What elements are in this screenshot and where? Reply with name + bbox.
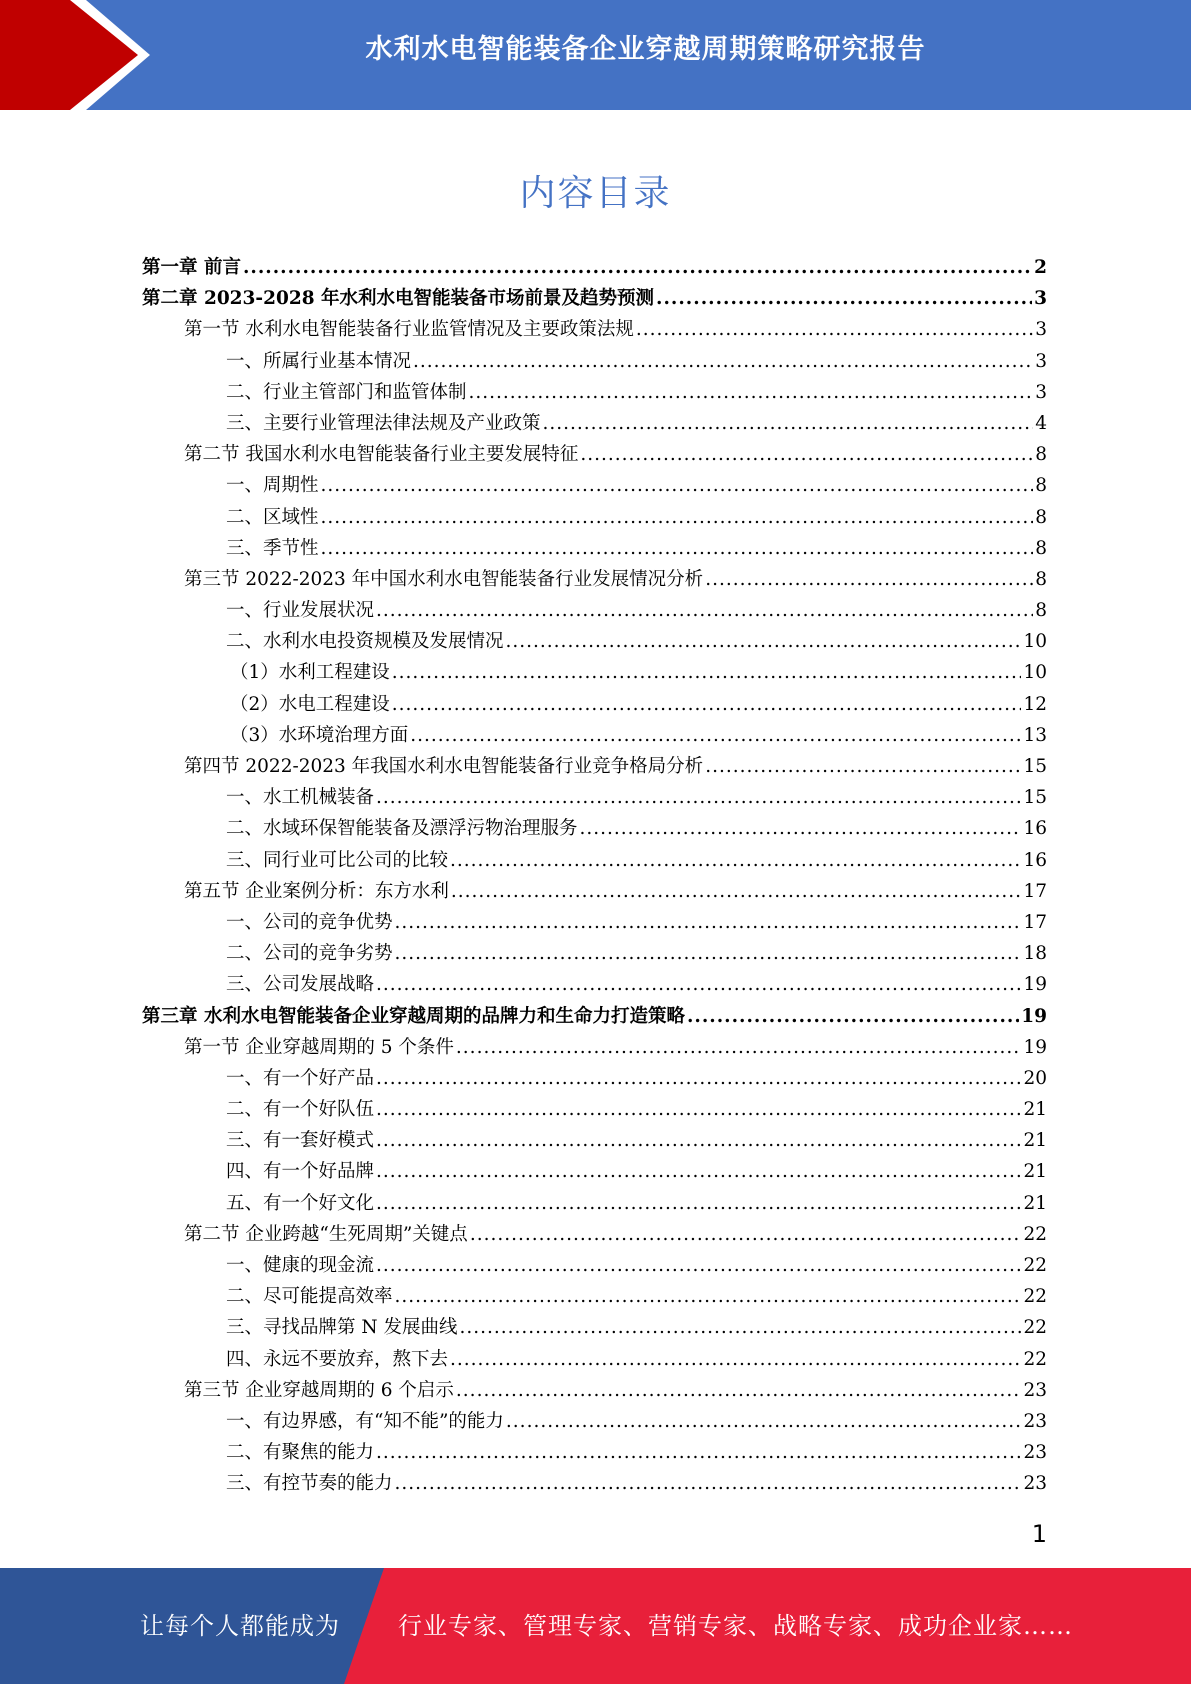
toc-entry[interactable] [142, 1189, 1047, 1220]
toc-entry[interactable] [142, 783, 1047, 814]
footer-band [0, 1568, 1191, 1684]
toc-dot-leader [506, 1411, 1022, 1432]
toc-entry[interactable] [142, 721, 1047, 752]
toc-entry-title: 三、有控节奏的能力 [226, 1473, 393, 1495]
toc-dot-leader [413, 351, 1033, 372]
toc-dot-leader [687, 1006, 1019, 1027]
toc-entry-title: 二、水域环保智能装备及漂浮污物治理服务 [226, 818, 578, 840]
toc-entry[interactable] [142, 814, 1047, 845]
toc-entry[interactable] [142, 1313, 1047, 1344]
toc-dot-leader [506, 631, 1022, 652]
toc-entry-title: 二、有一个好队伍 [226, 1099, 375, 1121]
toc-entry[interactable] [142, 1469, 1047, 1500]
toc-dot-leader [376, 600, 1033, 621]
toc-dot-leader [395, 912, 1022, 933]
toc-entry-page: 19 [1021, 1005, 1047, 1027]
toc-entry-title: 第二节 企业跨越“生死周期”关键点 [184, 1223, 468, 1245]
toc-dot-leader [376, 1130, 1021, 1151]
toc-entry-page: 21 [1023, 1161, 1047, 1183]
toc-entry-page: 22 [1023, 1223, 1047, 1245]
toc-entry-title: 三、同行业可比公司的比较 [226, 849, 449, 871]
toc-entry-page: 3 [1034, 288, 1047, 310]
toc-entry-title: 第三节 2022-2023 年中国水利水电智能装备行业发展情况分析 [184, 568, 704, 590]
toc-entry-title: 三、主要行业管理法律法规及产业政策 [226, 412, 541, 434]
toc-entry-title: （2）水电工程建设 [230, 693, 390, 715]
toc-entry-page: 3 [1035, 319, 1047, 341]
toc-entry-title: 一、所属行业基本情况 [226, 350, 412, 372]
toc-entry[interactable] [142, 846, 1047, 877]
toc-entry[interactable] [142, 503, 1047, 534]
toc-entry-page: 23 [1023, 1473, 1047, 1495]
toc-entry[interactable] [142, 1345, 1047, 1376]
toc-entry-title: 第三节 企业穿越周期的 6 个启示 [184, 1379, 454, 1401]
toc-dot-leader [392, 694, 1022, 715]
toc-dot-leader [543, 413, 1034, 434]
toc-entry-page: 17 [1023, 880, 1047, 902]
toc-entry-title: 四、有一个好品牌 [226, 1161, 375, 1183]
toc-entry-title: 一、水工机械装备 [226, 787, 375, 809]
toc-entry-page: 17 [1023, 911, 1047, 933]
toc-entry-page: 21 [1023, 1099, 1047, 1121]
toc-entry-page: 22 [1023, 1348, 1047, 1370]
toc-entry-page: 2 [1034, 257, 1047, 278]
toc-dot-leader [376, 1193, 1021, 1214]
toc-entry-page: 21 [1023, 1130, 1047, 1152]
toc-dot-leader [243, 257, 1032, 278]
toc-dot-leader [636, 319, 1033, 340]
toc-entry-title: 二、行业主管部门和监管体制 [226, 381, 467, 403]
toc-dot-leader [321, 475, 1034, 496]
toc-dot-leader [580, 444, 1033, 465]
toc-entry[interactable] [142, 471, 1047, 502]
toc-entry-title: 一、有边界感，有“知不能”的能力 [226, 1410, 504, 1432]
toc-entry-page: 8 [1035, 537, 1047, 559]
toc-entry[interactable] [142, 284, 1047, 315]
toc-entry-page: 21 [1023, 1192, 1047, 1214]
toc-entry-title: 第五节 企业案例分析：东方水利 [184, 880, 449, 902]
toc-entry-page: 23 [1023, 1410, 1047, 1432]
toc-entry-title: 一、有一个好产品 [226, 1067, 375, 1089]
toc-entry[interactable] [142, 1002, 1047, 1033]
toc-dot-leader [456, 1037, 1022, 1058]
toc-dot-leader [376, 1161, 1021, 1182]
toc-dot-leader [395, 943, 1022, 964]
toc-entry[interactable] [142, 1220, 1047, 1251]
toc-entry[interactable] [142, 1157, 1047, 1188]
header-band [0, 0, 1191, 110]
toc-entry-page: 13 [1023, 724, 1047, 746]
toc-entry-title: 第一章 前言 [142, 257, 241, 278]
toc-dot-leader [321, 507, 1034, 528]
toc-entry[interactable] [142, 1033, 1047, 1064]
toc-entry-title: 一、周期性 [226, 475, 319, 497]
toc-entry[interactable] [142, 939, 1047, 970]
toc-entry-page: 4 [1035, 412, 1047, 434]
toc-entry[interactable] [142, 690, 1047, 721]
toc-dot-leader [376, 1442, 1021, 1463]
toc-dot-leader [395, 1286, 1022, 1307]
toc-entry[interactable] [142, 409, 1047, 440]
toc-entry-page: 8 [1035, 444, 1047, 466]
toc-entry-page: 22 [1023, 1317, 1047, 1339]
toc-entry-title: 一、健康的现金流 [226, 1255, 375, 1276]
toc-entry-title: 三、公司发展战略 [226, 974, 375, 996]
toc-entry-title: 第三章 水利水电智能装备企业穿越周期的品牌力和生命力打造策略 [142, 1005, 685, 1027]
toc-dot-leader [395, 1473, 1022, 1494]
toc-entry-page: 19 [1023, 974, 1047, 996]
toc-entry-page: 23 [1023, 1442, 1047, 1464]
toc-entry-title: 一、公司的竞争优势 [226, 911, 393, 933]
toc-entry-title: （1）水利工程建设 [230, 662, 390, 684]
toc-entry-page: 8 [1035, 568, 1047, 590]
toc-dot-leader [705, 569, 1033, 590]
toc-entry[interactable] [142, 908, 1047, 939]
toc-entry-page: 12 [1023, 693, 1047, 715]
toc-dot-leader [376, 974, 1021, 995]
toc-entry-page: 16 [1023, 849, 1047, 871]
toc-dot-leader [469, 382, 1034, 403]
toc-entry[interactable] [142, 1376, 1047, 1407]
toc-entry-page: 8 [1035, 506, 1047, 528]
toc-entry-page: 15 [1023, 756, 1047, 777]
report-title: 水利水电智能装备企业穿越周期策略研究报告 [365, 34, 926, 65]
toc-entry-title: 二、尽可能提高效率 [226, 1286, 393, 1308]
toc-entry[interactable] [142, 1407, 1047, 1438]
toc-dot-leader [376, 1068, 1021, 1089]
toc-entry-title: 二、区域性 [226, 506, 319, 528]
toc-entry-title: 第二节 我国水利水电智能装备行业主要发展特征 [184, 444, 579, 466]
toc-entry-title: 第一节 企业穿越周期的 5 个条件 [184, 1036, 454, 1058]
toc-entry-title: 二、公司的竞争劣势 [226, 943, 393, 965]
toc-entry-title: 二、水利水电投资规模及发展情况 [226, 631, 504, 653]
toc-entry-page: 8 [1035, 475, 1047, 497]
toc-entry-page: 3 [1035, 350, 1047, 372]
toc-entry[interactable] [142, 347, 1047, 378]
toc-entry[interactable] [142, 1251, 1047, 1282]
toc-dot-leader [392, 662, 1022, 683]
footer-slogan-left: 让每个人都能成为 [140, 1612, 340, 1640]
toc-dot-leader [459, 1317, 1021, 1338]
toc-entry-page: 10 [1023, 631, 1047, 653]
toc-entry-title: 第四节 2022-2023 年我国水利水电智能装备行业竞争格局分析 [184, 756, 704, 777]
toc-entry[interactable] [142, 1282, 1047, 1313]
toc-entry-page: 20 [1023, 1067, 1047, 1089]
page-number: 1 [1031, 1520, 1047, 1548]
toc-dot-leader [376, 1255, 1021, 1276]
toc-entry-page: 18 [1023, 943, 1047, 965]
toc-entry-title: 三、季节性 [226, 537, 319, 559]
toc-entry-page: 3 [1035, 381, 1047, 403]
toc-heading: 内容目录 [519, 173, 672, 214]
toc-entry-title: 四、永远不要放弃，熬下去 [226, 1348, 449, 1370]
toc-entry[interactable] [142, 565, 1047, 596]
toc-entry[interactable] [142, 658, 1047, 689]
toc-entry[interactable] [142, 627, 1047, 658]
toc-entry-title: 三、有一套好模式 [226, 1130, 375, 1152]
toc-entry[interactable] [142, 1095, 1047, 1126]
toc-dot-leader [580, 818, 1022, 839]
toc-dot-leader [376, 1099, 1021, 1120]
toc-entry[interactable] [142, 315, 1047, 346]
toc-dot-leader [450, 1349, 1021, 1370]
toc-entry[interactable] [142, 1438, 1047, 1469]
toc-entry[interactable] [142, 440, 1047, 471]
toc-entry-title: 一、行业发展状况 [226, 600, 375, 622]
toc-entry[interactable] [142, 534, 1047, 565]
toc-entry[interactable] [142, 752, 1047, 783]
toc-entry-page: 8 [1035, 600, 1047, 622]
toc-dot-leader [470, 1224, 1022, 1245]
toc-entry[interactable] [142, 970, 1047, 1001]
toc-entry-page: 10 [1023, 662, 1047, 684]
toc-entry-page: 22 [1023, 1286, 1047, 1308]
footer-slogan-right: 行业专家、管理专家、营销专家、战略专家、成功企业家…… [398, 1612, 1073, 1640]
toc-entry[interactable] [142, 877, 1047, 908]
toc-dot-leader [410, 725, 1021, 746]
toc-entry-title: 三、寻找品牌第 N 发展曲线 [226, 1317, 458, 1339]
toc-entry-page: 23 [1023, 1379, 1047, 1401]
toc-entry[interactable] [142, 1064, 1047, 1095]
toc-entry-page: 16 [1023, 818, 1047, 840]
header-chevron-red [0, 0, 140, 110]
toc-dot-leader [456, 1380, 1022, 1401]
toc-entry-page: 19 [1023, 1036, 1047, 1058]
toc-dot-leader [376, 787, 1021, 808]
table-of-contents [142, 253, 1047, 1501]
toc-entry-title: 二、有聚焦的能力 [226, 1442, 375, 1464]
toc-entry-title: （3）水环境治理方面 [230, 724, 409, 746]
toc-dot-leader [656, 288, 1032, 309]
toc-entry[interactable] [142, 1126, 1047, 1157]
toc-entry-page: 15 [1023, 787, 1047, 809]
toc-dot-leader [705, 756, 1021, 777]
toc-entry[interactable] [142, 596, 1047, 627]
toc-entry-title: 第一节 水利水电智能装备行业监管情况及主要政策法规 [184, 319, 634, 341]
toc-entry-title: 五、有一个好文化 [226, 1192, 375, 1214]
toc-entry-title: 第二章 2023-2028 年水利水电智能装备市场前景及趋势预测 [142, 288, 655, 310]
toc-entry-page: 22 [1023, 1255, 1047, 1276]
toc-dot-leader [451, 881, 1022, 902]
toc-entry[interactable] [142, 378, 1047, 409]
toc-dot-leader [450, 850, 1021, 871]
toc-dot-leader [321, 538, 1034, 559]
toc-entry[interactable] [142, 253, 1047, 284]
